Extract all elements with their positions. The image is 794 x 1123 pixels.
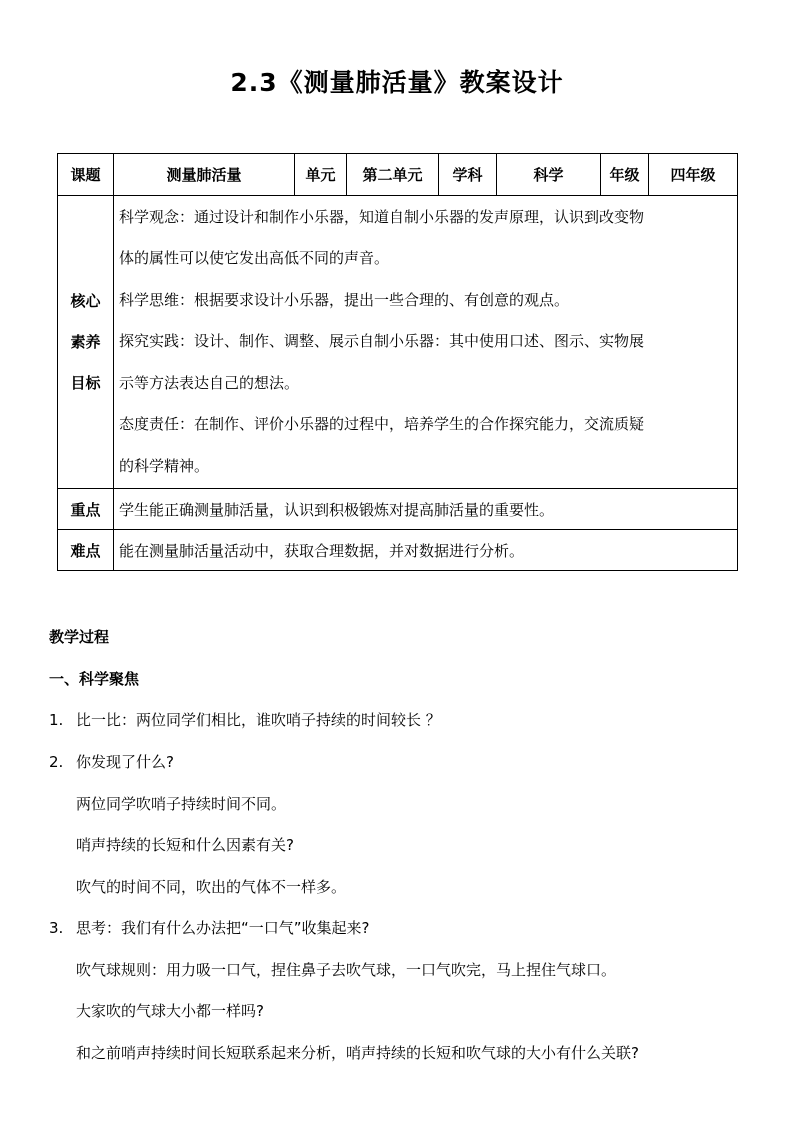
grade-value: 四年级 <box>649 154 738 196</box>
subject-value: 科学 <box>497 154 601 196</box>
list-item <box>49 709 441 730</box>
subject-label: 学科 <box>439 154 497 196</box>
sub-paragraph: 大家吹的气球大小都一样吗? <box>76 1002 264 1020</box>
list-item-number: 3. <box>49 919 64 937</box>
core-label-line: 目标 <box>70 373 101 392</box>
unit-label: 单元 <box>295 154 347 196</box>
sub-paragraph: 吹气球规则：用力吸一口气，捏住鼻子去吹气球，一口气吹完，马上捏住气球口。 <box>76 961 617 979</box>
core-label-line: 素养 <box>70 332 101 351</box>
process-heading: 教学过程 <box>49 628 110 646</box>
course-value: 测量肺活量 <box>114 154 295 196</box>
core-goal-line: 探究实践：设计、制作、调整、展示自制小乐器：其中使用口述、图示、实物展 <box>119 332 645 351</box>
core-goal-line: 科学观念：通过设计和制作小乐器，知道自制小乐器的发声原理，认识到改变物 <box>119 207 645 226</box>
list-item-text: 思考：我们有什么办法把“一口气”收集起来? <box>76 919 370 937</box>
core-goal-content <box>114 196 738 489</box>
sub-paragraph: 两位同学吹哨子持续时间不同。 <box>76 795 287 813</box>
core-goal-line: 科学思维：根据要求设计小乐器，提出一些合理的、有创意的观点。 <box>119 290 570 309</box>
core-goal-line: 态度责任：在制作、评价小乐器的过程中，培养学生的合作探究能力，交流质疑 <box>119 415 645 434</box>
section-heading: 一、科学聚焦 <box>49 670 140 688</box>
table-row-core <box>58 196 738 489</box>
sub-paragraph: 和之前哨声持续时间长短联系起来分析，哨声持续的长短和吹气球的大小有什么关联? <box>76 1044 639 1062</box>
key-point-text: 学生能正确测量肺活量，认识到积极锻炼对提高肺活量的重要性。 <box>114 489 738 530</box>
sub-paragraph: 吹气的时间不同，吹出的气体不一样多。 <box>76 878 347 896</box>
table-row-key <box>58 489 738 530</box>
course-label: 课题 <box>58 154 114 196</box>
core-goal-label <box>58 196 114 489</box>
list-item-number: 2. <box>49 753 64 771</box>
list-item-text: 你发现了什么? <box>76 753 174 771</box>
lesson-info-table <box>57 153 738 571</box>
core-goal-line: 的科学精神。 <box>119 456 210 475</box>
list-item <box>49 917 370 938</box>
difficulty-text: 能在测量肺活量活动中，获取合理数据，并对数据进行分析。 <box>114 530 738 571</box>
list-item <box>49 751 174 772</box>
grade-label: 年级 <box>601 154 649 196</box>
list-item-text: 比一比：两位同学们相比，谁吹哨子持续的时间较长 ？ <box>76 711 441 729</box>
key-point-label: 重点 <box>58 489 114 530</box>
list-item-number: 1. <box>49 711 64 729</box>
table-row-header <box>58 154 738 196</box>
core-label-line: 核心 <box>70 291 101 310</box>
sub-paragraph: 哨声持续的长短和什么因素有关? <box>76 836 294 854</box>
core-goal-line: 示等方法表达自己的想法。 <box>119 373 300 392</box>
page-title: 2.3《测量肺活量》教案设计 <box>230 68 564 97</box>
table-row-difficulty <box>58 530 738 571</box>
unit-value: 第二单元 <box>347 154 439 196</box>
difficulty-label: 难点 <box>58 530 114 571</box>
core-goal-line: 体的属性可以使它发出高低不同的声音。 <box>119 249 390 268</box>
